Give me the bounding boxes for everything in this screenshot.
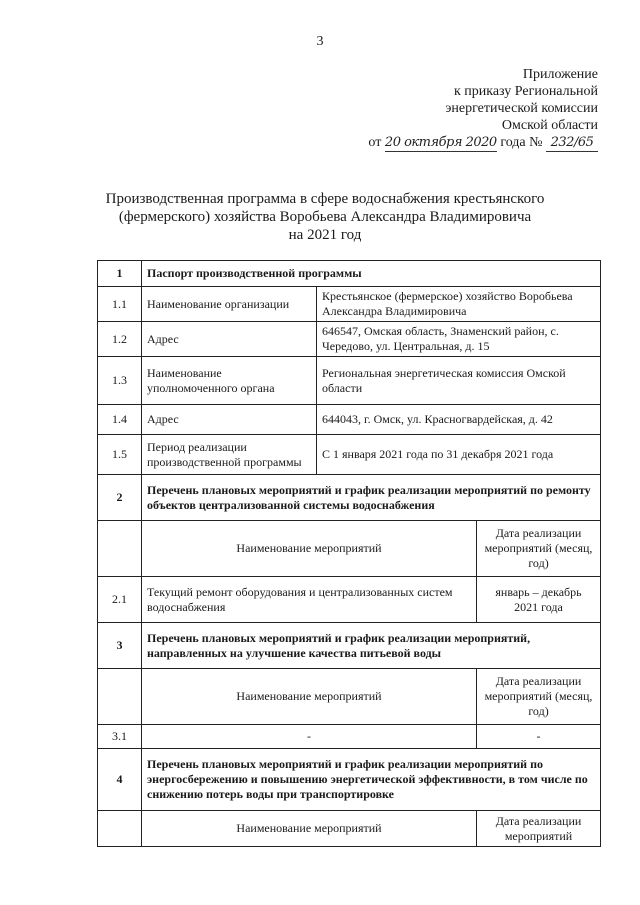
column-header-row [98, 811, 601, 847]
row-name: - [142, 725, 477, 749]
handwritten-order-number: 232/65 [546, 134, 598, 152]
appendix-line-4: Омской области [501, 118, 598, 133]
column-header-name: Наименование мероприятий [142, 521, 477, 577]
empty-cell [98, 521, 142, 577]
date-prefix: от [368, 135, 382, 150]
section-number: 2 [98, 475, 142, 521]
section-number: 1 [98, 261, 142, 287]
empty-cell [98, 669, 142, 725]
row-value: Региональная энергетическая комиссия Омской области [317, 357, 601, 405]
row-label: Адрес [142, 405, 317, 435]
appendix-line-3: энергетической комиссии [445, 101, 598, 116]
title-line-3: на 2021 год [288, 227, 362, 243]
section-number: 3 [98, 623, 142, 669]
row-label: Наименование уполномоченного органа [142, 357, 317, 405]
section-1-row [98, 261, 601, 287]
column-header-name: Наименование мероприятий [142, 669, 477, 725]
year-number-label: года № [500, 135, 543, 150]
empty-cell [98, 811, 142, 847]
row-number: 2.1 [98, 577, 142, 623]
row-number: 1.3 [98, 357, 142, 405]
section-4-row [98, 749, 601, 811]
title-line-1: Производственная программа в сфере водоснабжения крестьянского [105, 191, 545, 207]
column-header-date: Дата реализации мероприятий [477, 811, 601, 847]
row-label: Наименование организации [142, 287, 317, 322]
appendix-line-2: к приказу Региональной [453, 84, 598, 99]
appendix-block [368, 66, 598, 152]
row-value: 646547, Омская область, Знаменский район, с. Чередово, ул. Центральная, д. 15 [317, 322, 601, 357]
row-value: Крестьянское (фермерское) хозяйство Воробьева Александра Владимировича [317, 287, 601, 322]
program-table [97, 260, 601, 847]
row-value: 644043, г. Омск, ул. Красногвардейская, д. 42 [317, 405, 601, 435]
column-header-row [98, 521, 601, 577]
order-date-line [368, 134, 598, 152]
row-label: Адрес [142, 322, 317, 357]
table-row [98, 405, 601, 435]
appendix-line-1: Приложение [522, 67, 598, 82]
column-header-date: Дата реализации мероприятий (месяц, год) [477, 521, 601, 577]
table-row [98, 435, 601, 475]
table-row [98, 725, 601, 749]
section-3-row [98, 623, 601, 669]
row-date: январь – декабрь 2021 года [477, 577, 601, 623]
table-row [98, 357, 601, 405]
column-header-name: Наименование мероприятий [142, 811, 477, 847]
page-number: 3 [316, 34, 324, 49]
section-title: Перечень плановых мероприятий и график реализации мероприятий по энергосбережению и повышению энергетической эффективности, в том числе по снижению потерь воды при транспортировке [142, 749, 601, 811]
column-header-row [98, 669, 601, 725]
section-title: Паспорт производственной программы [142, 261, 601, 287]
row-number: 1.1 [98, 287, 142, 322]
row-value: С 1 января 2021 года по 31 декабря 2021 года [317, 435, 601, 475]
section-2-row [98, 475, 601, 521]
table-row [98, 287, 601, 322]
title-line-2: (фермерского) хозяйства Воробьева Александра Владимировича [118, 209, 532, 225]
row-label: Период реализации производственной программы [142, 435, 317, 475]
section-title: Перечень плановых мероприятий и график реализации мероприятий по ремонту объектов централизованной системы водоснабжения [142, 475, 601, 521]
handwritten-date: 20 октября 2020 [384, 135, 497, 150]
document-title [60, 190, 590, 244]
section-title: Перечень плановых мероприятий и график реализации мероприятий, направленных на улучшение качества питьевой воды [142, 623, 601, 669]
row-number: 1.4 [98, 405, 142, 435]
row-date: - [477, 725, 601, 749]
row-number: 3.1 [98, 725, 142, 749]
table-row [98, 577, 601, 623]
table-row [98, 322, 601, 357]
row-name: Текущий ремонт оборудования и централизованных систем водоснабжения [142, 577, 477, 623]
column-header-date: Дата реализации мероприятий (месяц, год) [477, 669, 601, 725]
row-number: 1.5 [98, 435, 142, 475]
section-number: 4 [98, 749, 142, 811]
row-number: 1.2 [98, 322, 142, 357]
